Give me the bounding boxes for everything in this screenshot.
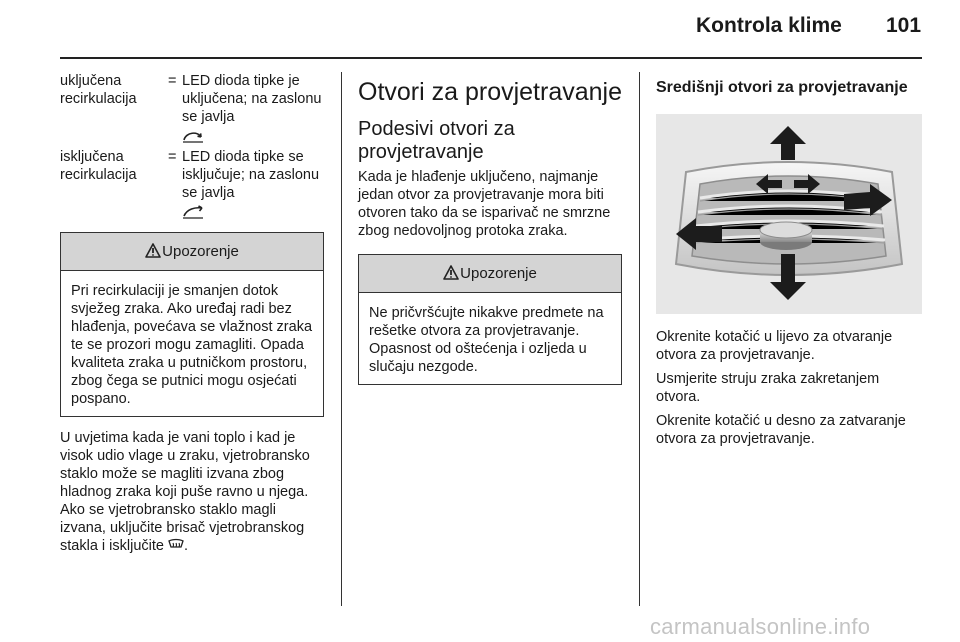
definition-term: uključena recirkulacija bbox=[60, 73, 137, 107]
warning-triangle-icon bbox=[443, 265, 459, 280]
body-paragraph: Usmjerite struju zraka zakretanjem otvora. bbox=[656, 371, 880, 405]
body-paragraph: Okrenite kotačić u lijevo za otvaranje otvora za provjetravanje. bbox=[656, 329, 893, 363]
header-divider bbox=[60, 57, 922, 59]
warning-triangle-icon bbox=[145, 243, 161, 258]
definition-recirculation-on bbox=[60, 72, 324, 144]
definition-equals: = bbox=[168, 73, 177, 89]
warning-title: Upozorenje bbox=[460, 265, 537, 282]
column-right bbox=[656, 72, 922, 448]
body-paragraph: Kada je hlađenje uključeno, najmanje jedan otvor za provjetravanje mora biti otvoren tako da se isparivač ne smrzne zbog nedovoljnog protoka zraka. bbox=[358, 169, 611, 239]
warning-text: Pri recirkulaciji je smanjen dotok svježeg zraka. Ako uređaj radi bez hlađenja, povećava se vlažnost zraka te se prozori mogu zamagliti. Opada kvaliteta zraka u putničkom prostoru, zbog čega se putnici mogu osjećati pospano. bbox=[71, 283, 313, 407]
definition-term: isključena recirkulacija bbox=[60, 149, 137, 183]
warning-title: Upozorenje bbox=[162, 243, 239, 260]
column-middle bbox=[358, 72, 622, 385]
definition-description: LED dioda tipke je uključena; na zaslonu se javlja bbox=[182, 73, 322, 125]
windshield-defrost-icon bbox=[168, 538, 184, 552]
body-paragraph: Okrenite kotačić u desno za zatvaranje otvora za provjetravanje. bbox=[656, 413, 906, 447]
warning-text: Ne pričvršćujte nikakve predmete na rešetke otvora za provjetravanje. Opasnost od oštećenja i ozljeda u slučaju nezgode. bbox=[369, 305, 604, 375]
definition-recirculation-off bbox=[60, 148, 324, 220]
subsection-heading: Podesivi otvori za provjetravanje bbox=[358, 118, 515, 163]
warning-box-recirculation bbox=[60, 232, 324, 417]
body-paragraph-end: . bbox=[183, 538, 189, 554]
page-number: 101 bbox=[886, 14, 922, 37]
air-vent-illustration bbox=[656, 114, 922, 314]
header-title: Kontrola klime bbox=[696, 14, 842, 37]
section-heading: Otvori za provjetravanje bbox=[358, 78, 623, 106]
definition-equals: = bbox=[168, 149, 177, 165]
section-heading: Središnji otvori za provjetravanje bbox=[656, 79, 908, 96]
warning-box-vents bbox=[358, 254, 622, 385]
recirculation-on-icon bbox=[182, 128, 204, 144]
watermark-link[interactable]: carmanualsonline.info bbox=[650, 614, 871, 639]
body-paragraph bbox=[60, 429, 324, 555]
recirculation-off-icon bbox=[182, 204, 204, 220]
column-divider-right bbox=[639, 72, 640, 606]
body-paragraph-text: U uvjetima kada je vani toplo i kad je visok udio vlage u zraku, vjetrobransko staklo može se magliti izvana zbog hladnog zraka koji puše ravno u njega. Ako se vjetrobransko staklo magli izvana, uključite brisač vjetrobranskog stakla i isključite bbox=[60, 430, 310, 554]
column-left bbox=[60, 72, 324, 555]
definition-description: LED dioda tipke se isključuje; na zaslonu se javlja bbox=[182, 149, 320, 201]
column-divider-left bbox=[341, 72, 342, 606]
